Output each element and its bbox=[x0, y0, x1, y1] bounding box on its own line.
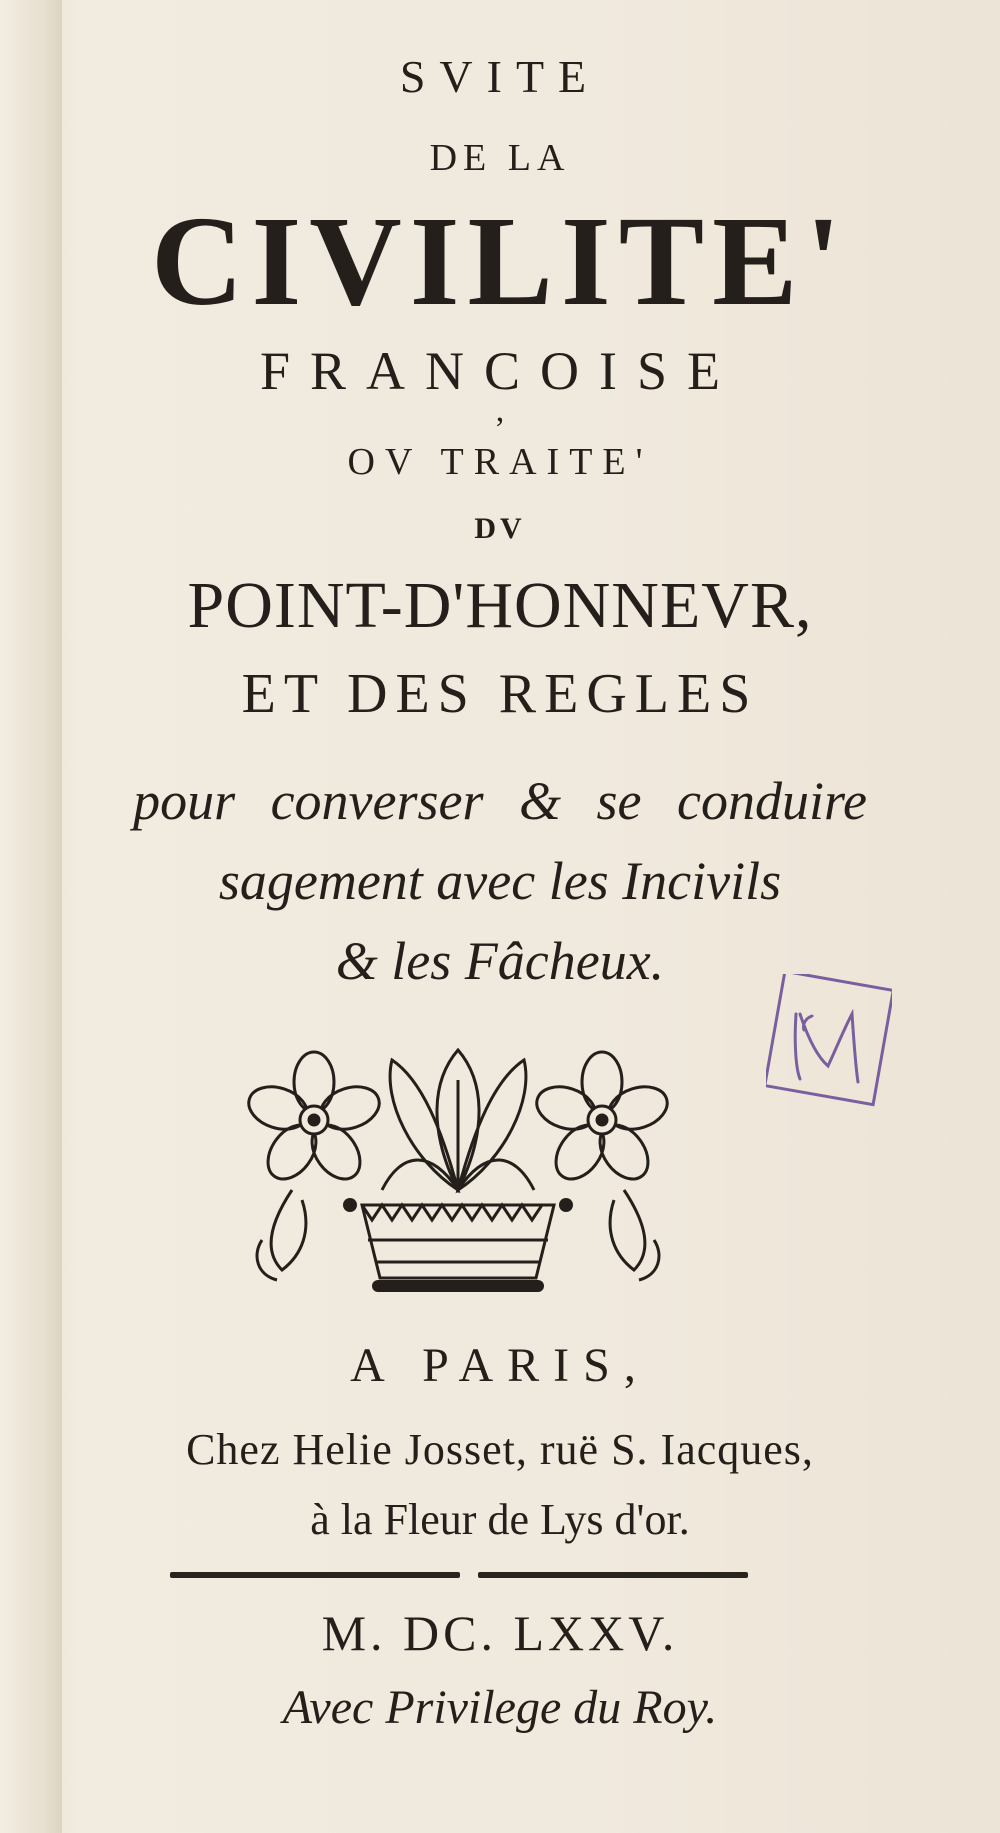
title-line-suite: SVITE bbox=[399, 51, 601, 102]
subtitle-line-pour-converser: pour converser & se conduire bbox=[133, 771, 867, 831]
title-line-de-la: DE LA bbox=[429, 137, 571, 179]
library-monogram-stamp-icon bbox=[766, 974, 892, 1108]
title-comma: , bbox=[495, 392, 505, 429]
imprint-line-fleur: à la Fleur de Lys d'or. bbox=[310, 1495, 690, 1544]
imprint-line-chez: Chez Helie Josset, ruë S. Iacques, bbox=[186, 1425, 814, 1474]
flower-basket-woodcut-icon bbox=[232, 1040, 684, 1300]
title-line-point-dhonneur: POINT-D'HONNEVR, bbox=[187, 569, 813, 642]
imprint-line-paris: A PARIS, bbox=[350, 1339, 650, 1392]
title-line-francoise: FRANCOISE bbox=[259, 341, 741, 401]
title-line-et-des-regles: ET DES REGLES bbox=[241, 663, 759, 725]
title-line-du: DV bbox=[474, 512, 526, 545]
title-line-ou-traite: OV TRAITE' bbox=[347, 441, 653, 483]
privilege-line: Avec Privilege du Roy. bbox=[282, 1681, 718, 1734]
subtitle-line-facheux: & les Fâcheux. bbox=[335, 931, 665, 991]
double-rule-right bbox=[478, 1572, 748, 1578]
title-line-civilite: CIVILITE' bbox=[151, 190, 849, 332]
subtitle-line-sagement: sagement avec les Incivils bbox=[218, 851, 782, 911]
imprint-date: M. DC. LXXV. bbox=[321, 1605, 679, 1661]
double-rule-left bbox=[170, 1572, 460, 1578]
